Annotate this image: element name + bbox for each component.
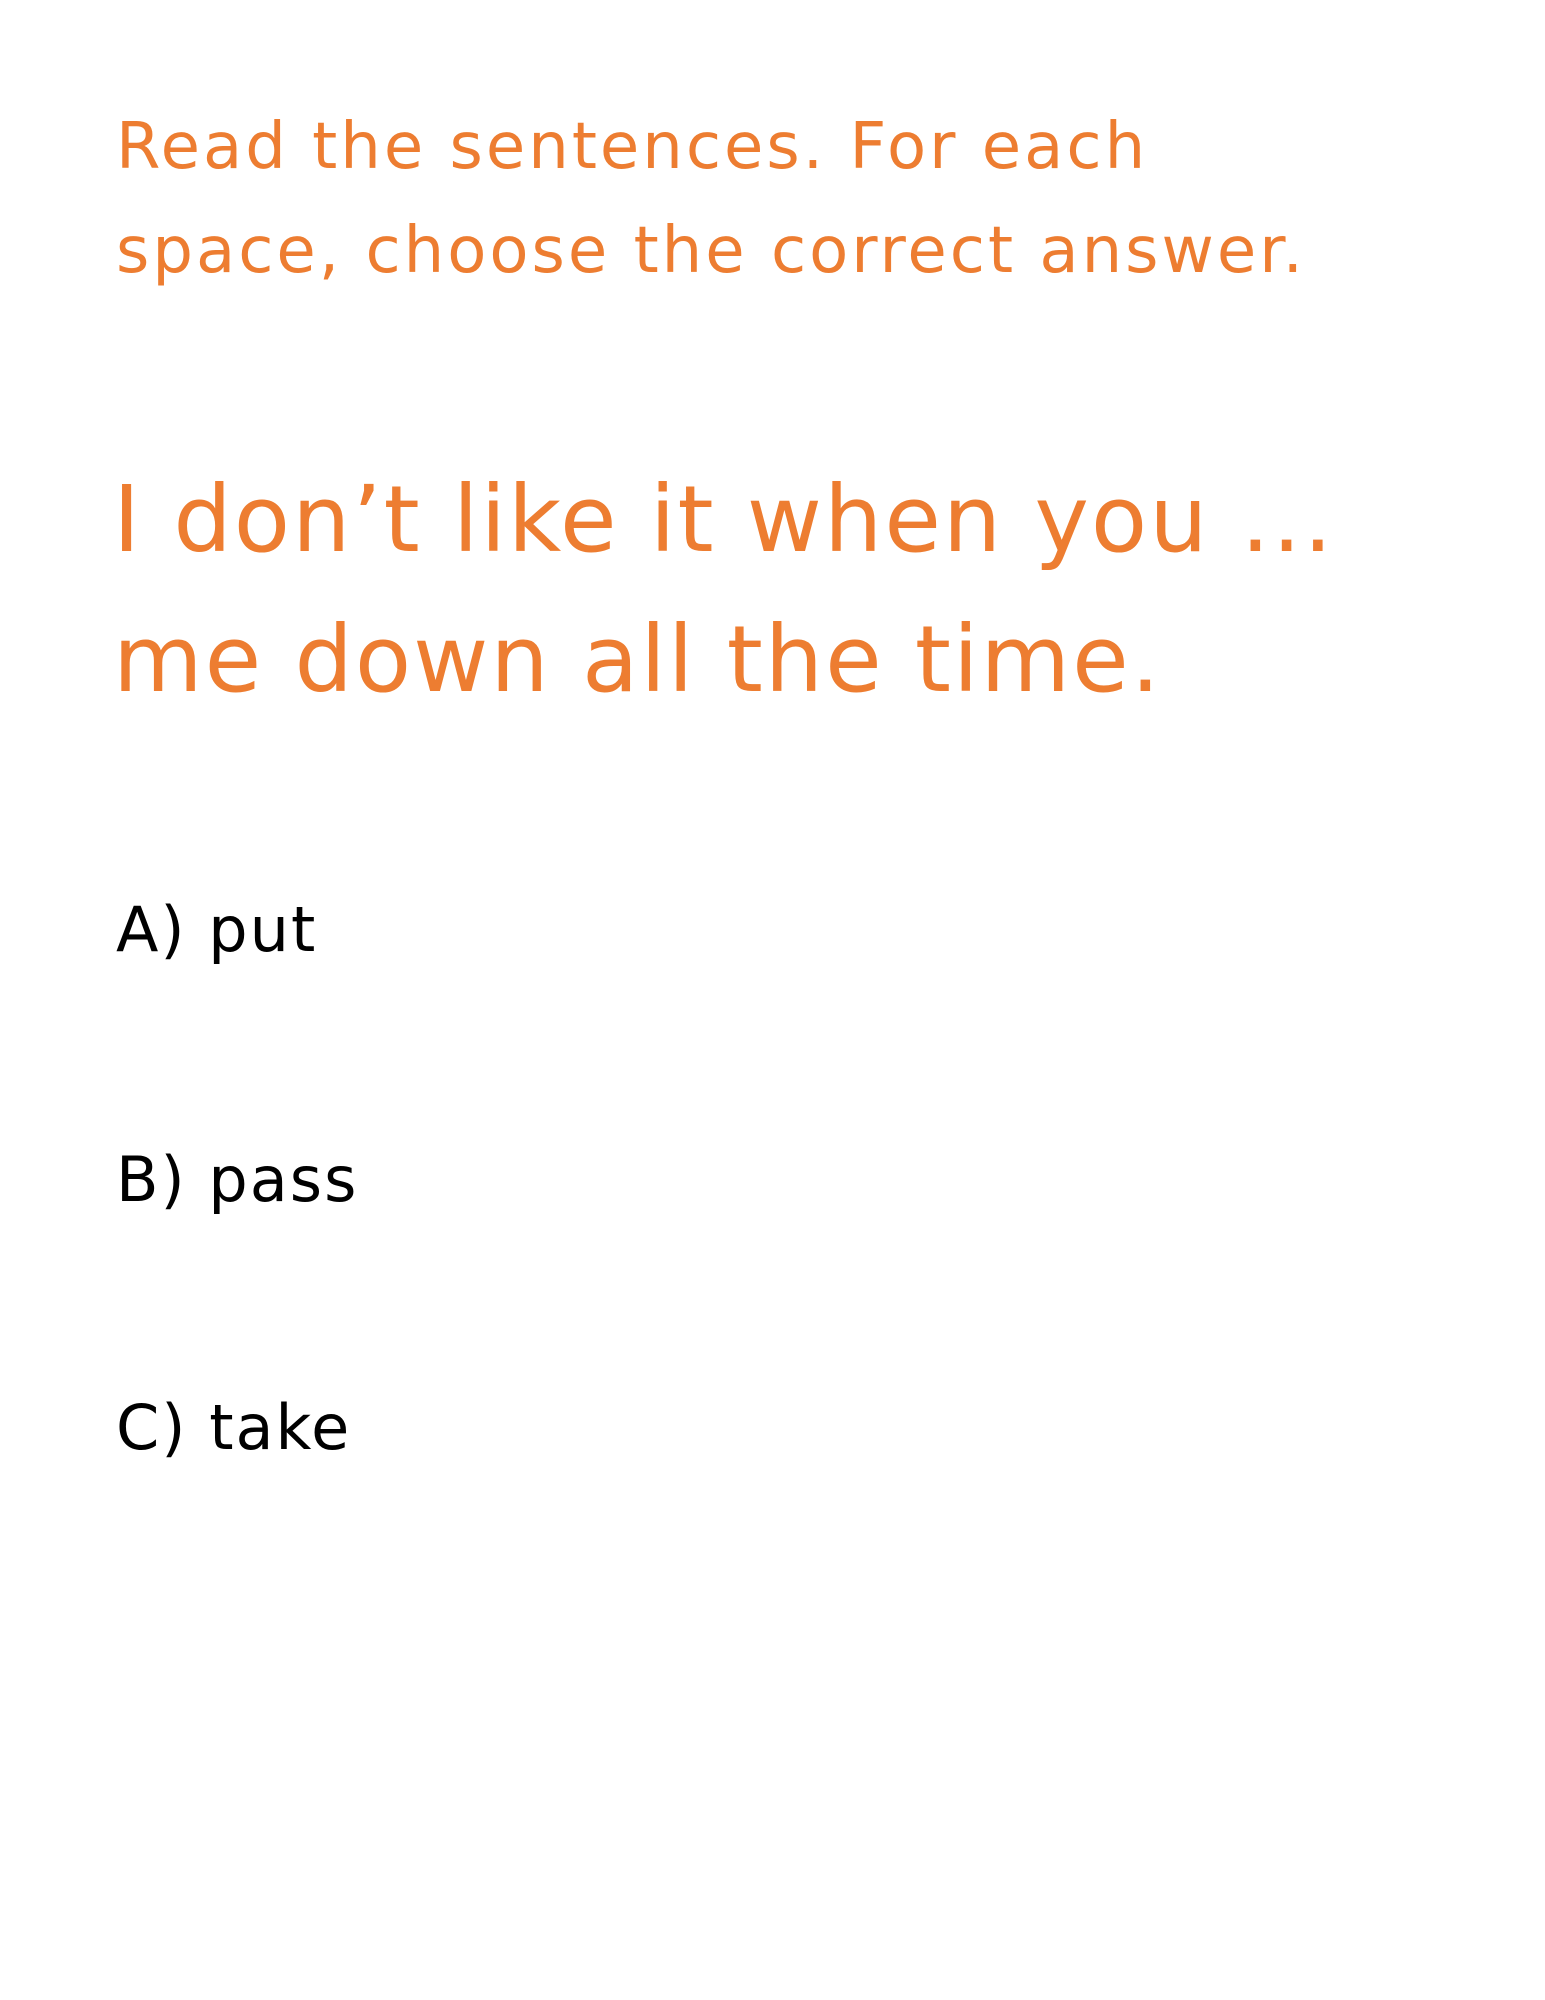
answer-option-a[interactable]: A) put [116, 893, 318, 966]
question-line-2: me down all the time. [113, 606, 1163, 713]
instruction-line-2: space, choose the correct answer. [116, 214, 1306, 288]
question-sentence [113, 450, 1493, 730]
instruction-line-1: Read the sentences. For each [116, 110, 1149, 184]
question-line-1: I don’t like it when you ... [113, 466, 1335, 573]
answer-option-c[interactable]: C) take [116, 1391, 352, 1464]
answer-option-b[interactable]: B) pass [116, 1143, 359, 1216]
instruction-text [116, 95, 1476, 303]
